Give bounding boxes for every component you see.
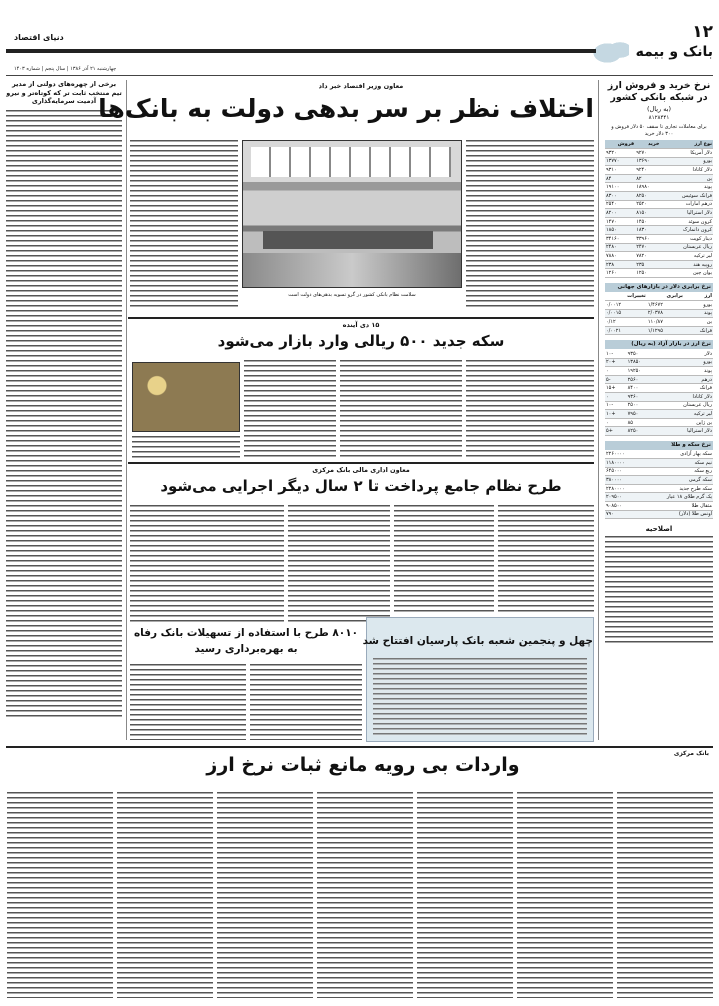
col-currency: نوع ارز xyxy=(660,140,713,149)
buy-sell-row xyxy=(605,235,713,244)
lead-body-left xyxy=(130,140,238,308)
free-market-row xyxy=(605,392,713,401)
coin-gold-row xyxy=(605,459,713,468)
payment-body-2 xyxy=(394,505,494,613)
coin-gold-cell: اونس طلا (دلار) xyxy=(638,510,713,519)
buy-sell-cell: ۸۲۵۰ xyxy=(635,192,660,201)
free-market-cell: -۱۰ xyxy=(605,401,627,410)
free-market-cell: ریال عربستان xyxy=(655,401,713,410)
buy-sell-cell: یوان چین xyxy=(660,269,713,278)
currency-sidebar xyxy=(605,80,713,740)
bottom-rule xyxy=(6,746,713,748)
world-map-graphic xyxy=(593,38,629,68)
free-market-cell: ۹۳۵۰ xyxy=(627,349,656,358)
buy-sell-cell: ۲۳۵ xyxy=(635,260,660,269)
coin-gold-row xyxy=(605,484,713,493)
parity-body xyxy=(605,301,713,335)
buy-sell-row xyxy=(605,149,713,158)
buy-sell-body xyxy=(605,149,713,278)
lead-headline: اختلاف نظر بر سر بدهی دولت به بانک‌ها xyxy=(98,94,594,123)
parity-col-change: تغییرات xyxy=(605,292,647,301)
buy-sell-cell: روپیه هند xyxy=(660,260,713,269)
free-market-cell: یورو xyxy=(655,358,713,367)
free-market-cell: ۲۵۰۰ xyxy=(627,401,656,410)
free-market-title: نرخ ارز در بازار آزاد (به ریال) xyxy=(605,340,713,349)
buy-sell-header xyxy=(605,140,713,149)
coin-gold-row xyxy=(605,493,713,502)
masthead xyxy=(0,0,719,76)
free-market-cell: ۱۹۲۵۰ xyxy=(627,367,656,376)
sidebar-title: نرخ خرید و فروش ارز در شبکه بانکی کشور xyxy=(607,80,711,103)
buy-sell-cell: لیر ترکیه xyxy=(660,252,713,261)
buy-sell-row xyxy=(605,252,713,261)
section-title: بانک و بیمه xyxy=(635,44,713,60)
free-market-cell: ۸۵ xyxy=(627,418,656,427)
buy-sell-cell: درهم امارات xyxy=(660,200,713,209)
coin-gold-cell: ۲۲۸۰۰۰۰ xyxy=(605,484,638,493)
buy-sell-cell: ۲۵۴۰ xyxy=(605,200,635,209)
free-market-cell: ۱۳۸۵۰ xyxy=(627,358,656,367)
coin-kicker: ۱۵ دی آینده xyxy=(342,321,380,329)
payment-body-1 xyxy=(498,505,594,613)
parity-row xyxy=(605,326,713,335)
coin-headline: سکه جدید ۵۰۰ ریالی وارد بازار می‌شود xyxy=(217,332,505,350)
coin-gold-cell: سکه بهار آزادی xyxy=(638,450,713,459)
lead-photo-caption: سلامت نظام بانکی کشور در گرو تسویه بدهی‌های دولت است xyxy=(288,292,416,298)
parity-cell: ۰/۱۲ xyxy=(605,318,647,327)
buy-sell-cell: ۹۳۱۰ xyxy=(605,166,635,175)
bottom-col-1 xyxy=(617,792,713,998)
buy-sell-cell: ۱۴۷۰ xyxy=(605,217,635,226)
masthead-rule xyxy=(6,49,596,53)
free-market-cell: ۰ xyxy=(605,418,627,427)
buy-sell-cell: ۲۵۲۰ xyxy=(635,200,660,209)
free-market-row xyxy=(605,358,713,367)
buy-sell-cell: ۹۳۲۰ xyxy=(605,149,635,158)
free-market-cell: +۲۰ xyxy=(605,358,627,367)
bottom-col-3 xyxy=(417,792,513,998)
free-market-cell: فرانک xyxy=(655,384,713,393)
refah-headline-2: به بهره‌برداری رسید xyxy=(194,643,298,655)
coin-gold-cell: ۳۸۰۰۰۰ xyxy=(605,476,638,485)
parity-cell: ین xyxy=(684,318,713,327)
buy-sell-row xyxy=(605,209,713,218)
parity-cell: ۰/۰۰۲۱ xyxy=(605,326,647,335)
free-market-cell: -۵ xyxy=(605,375,627,384)
bottom-col-6 xyxy=(117,792,213,998)
free-market-row xyxy=(605,367,713,376)
free-market-body xyxy=(605,349,713,435)
buy-sell-cell: ۱۲۶۰ xyxy=(605,269,635,278)
parsian-body xyxy=(373,658,587,736)
buy-sell-cell: دلار آمریکا xyxy=(660,149,713,158)
buy-sell-cell: ۲۳۸ xyxy=(605,260,635,269)
buy-sell-cell: ۸۱۵۰ xyxy=(635,209,660,218)
parity-cell: ۰/۰۰۱۵ xyxy=(605,309,647,318)
coin-photo-caption-text xyxy=(132,436,240,458)
buy-sell-row xyxy=(605,192,713,201)
payment-body-4 xyxy=(130,505,284,623)
buy-sell-cell: ۳۳۹۶۰ xyxy=(635,235,660,244)
buy-sell-cell: ین xyxy=(660,174,713,183)
sidebar-divider xyxy=(598,80,599,740)
free-market-cell: دلار کانادا xyxy=(655,392,713,401)
buy-sell-cell: ۳۴۱۶۰ xyxy=(605,235,635,244)
refah-headline-1: ۸۰۱۰ طرح با استفاده از تسهیلات بانک رفاه xyxy=(133,627,359,639)
lead-kicker: معاون وزیر اقتصاد خبر داد xyxy=(318,82,404,90)
parity-table xyxy=(605,292,713,335)
left-column-body xyxy=(6,110,122,720)
coin-gold-cell: ۱۱۸۰۰۰۰ xyxy=(605,459,638,468)
free-market-cell: +۱۵ xyxy=(605,384,627,393)
left-column-headline: برخی از چهره‌های دولتی از مدیر تیم منتخب ثابت تر که کوتاه‌تر و نیرو آدمیت سرمایه‌گذاری xyxy=(6,80,122,105)
buy-sell-cell: ۹۲۷۰ xyxy=(635,149,660,158)
masthead-thin-rule xyxy=(6,75,713,76)
correction-body xyxy=(605,536,713,646)
coin-gold-cell: مثقال طلا xyxy=(638,501,713,510)
paper-name: دنیای اقتصاد xyxy=(14,33,64,42)
buy-sell-cell: کرون دانمارک xyxy=(660,226,713,235)
coin-gold-cell: ۶۴۵۰۰۰ xyxy=(605,467,638,476)
bottom-sub: بانک مرکزی xyxy=(673,750,709,757)
free-market-cell: ۹۳۶۰ xyxy=(627,392,656,401)
coin-gold-cell: ۲۰۹۵۰۰ xyxy=(605,493,638,502)
free-market-table xyxy=(605,349,713,435)
free-market-row xyxy=(605,375,713,384)
page-number: ۱۲ xyxy=(692,22,713,42)
parity-col-currency: ارز xyxy=(684,292,713,301)
buy-sell-cell: کرون سوئد xyxy=(660,217,713,226)
coin-gold-cell: ربع سکه xyxy=(638,467,713,476)
buy-sell-row xyxy=(605,174,713,183)
buy-sell-cell: ۲۴۷۰ xyxy=(635,243,660,252)
free-market-cell: ۲۵۶۰ xyxy=(627,375,656,384)
buy-sell-cell: ۲۴۸۰ xyxy=(605,243,635,252)
buy-sell-cell: یورو xyxy=(660,157,713,166)
free-market-cell: دلار xyxy=(655,349,713,358)
lead-rule xyxy=(128,317,594,319)
free-market-cell: ۸۴۰۰ xyxy=(627,384,656,393)
free-market-cell: لیر ترکیه xyxy=(655,410,713,419)
free-market-cell: +۵ xyxy=(605,427,627,436)
free-market-cell: دلار استرالیا xyxy=(655,427,713,436)
coin-rule xyxy=(128,462,594,464)
parity-cell: ۱/۴۶۷۲ xyxy=(647,301,684,310)
photo-counter xyxy=(263,231,433,249)
coin-body-3 xyxy=(244,360,336,458)
col-sell: فروش xyxy=(605,140,635,149)
free-market-row xyxy=(605,427,713,436)
free-market-row xyxy=(605,418,713,427)
parity-row xyxy=(605,318,713,327)
refah-body-2 xyxy=(130,664,246,740)
buy-sell-row xyxy=(605,269,713,278)
sidebar-note: برای معاملات تجاری تا سقف ۵۰ دلار فروش و ۳۰۰ دلار خرید xyxy=(611,124,707,137)
coin-gold-title: نرخ سکه و طلا xyxy=(605,441,713,450)
parity-cell: ۱۱۰/۸۷ xyxy=(647,318,684,327)
coin-gold-row xyxy=(605,450,713,459)
sidebar-subtitle: (به ریال) xyxy=(646,105,672,113)
buy-sell-row xyxy=(605,226,713,235)
coin-gold-row xyxy=(605,467,713,476)
coin-photo xyxy=(132,362,240,432)
parity-cell: یورو xyxy=(684,301,713,310)
free-market-cell: درهم xyxy=(655,375,713,384)
free-market-cell: ۰ xyxy=(605,367,627,376)
bottom-col-5 xyxy=(217,792,313,998)
buy-sell-row xyxy=(605,217,713,226)
bottom-col-4 xyxy=(317,792,413,998)
lead-photo xyxy=(242,140,462,288)
buy-sell-cell: ۱۸۳۰ xyxy=(635,226,660,235)
buy-sell-row xyxy=(605,243,713,252)
buy-sell-row xyxy=(605,200,713,209)
parity-row xyxy=(605,309,713,318)
buy-sell-cell: دینار کویت xyxy=(660,235,713,244)
free-market-cell: پوند xyxy=(655,367,713,376)
parsian-headline: چهل و پنجمین شعبه بانک پارسیان افتتاح شد xyxy=(362,635,593,647)
buy-sell-cell: پوند xyxy=(660,183,713,192)
photo-window-grid xyxy=(251,147,451,177)
free-market-row xyxy=(605,384,713,393)
free-market-row xyxy=(605,401,713,410)
coin-gold-cell: یک گرم طلای ۱۸ عیار xyxy=(638,493,713,502)
parity-cell: ۰/۰۰۱۲ xyxy=(605,301,647,310)
sidebar-code: ۸۱۲۸۴۴۱ xyxy=(648,115,670,121)
coin-gold-cell: ۷۹۰ xyxy=(605,510,638,519)
buy-sell-cell: ۷۸۸۰ xyxy=(605,252,635,261)
free-market-cell: +۱۰ xyxy=(605,410,627,419)
col-buy: خرید xyxy=(635,140,660,149)
free-market-row xyxy=(605,410,713,419)
issue-line: چهارشنبه ۲۱ آذر ۱۳۸۶ | سال پنجم | شماره ۱۴۰۳ xyxy=(14,66,117,72)
buy-sell-cell: فرانک سوئیس xyxy=(660,192,713,201)
buy-sell-cell: دلار کانادا xyxy=(660,166,713,175)
coin-gold-row xyxy=(605,510,713,519)
free-market-cell: ۷۹۵۰ xyxy=(627,410,656,419)
coin-gold-row xyxy=(605,501,713,510)
coin-gold-cell: ۲۲۶۰۰۰۰ xyxy=(605,450,638,459)
refah-body-1 xyxy=(250,664,362,740)
parity-cell: ۲/۰۳۷۸ xyxy=(647,309,684,318)
coin-gold-row xyxy=(605,476,713,485)
buy-sell-cell: دلار استرالیا xyxy=(660,209,713,218)
free-market-cell: -۱۰ xyxy=(605,349,627,358)
free-market-cell: ۸۲۵۰ xyxy=(627,427,656,436)
buy-sell-cell: ۱۳۶۹۰ xyxy=(635,157,660,166)
coin-gold-cell: سکه طرح جدید xyxy=(638,484,713,493)
bottom-headline: واردات بی رویه مانع ثبات نرخ ارز xyxy=(206,754,520,776)
buy-sell-cell: ۹۲۴۰ xyxy=(635,166,660,175)
buy-sell-cell: ۸۲۰۰ xyxy=(605,209,635,218)
left-column-divider xyxy=(126,80,127,740)
free-market-cell: ین ژاپن xyxy=(655,418,713,427)
buy-sell-row xyxy=(605,166,713,175)
photo-floor xyxy=(243,253,461,287)
buy-sell-cell: ۸۲ xyxy=(635,174,660,183)
buy-sell-table xyxy=(605,140,713,278)
bottom-columns xyxy=(6,792,713,1000)
buy-sell-cell: ۸۳۰۰ xyxy=(605,192,635,201)
coins-stack xyxy=(137,367,237,429)
buy-sell-row xyxy=(605,157,713,166)
buy-sell-cell: ۱۸۹۸۰ xyxy=(635,183,660,192)
parity-col-rate: برابری xyxy=(647,292,684,301)
coin-gold-cell: نیم سکه xyxy=(638,459,713,468)
parity-header xyxy=(605,292,713,301)
coin-gold-cell: سکه گرمی xyxy=(638,476,713,485)
coin-gold-table xyxy=(605,450,713,519)
parity-cell: فرانک xyxy=(684,326,713,335)
buy-sell-row xyxy=(605,260,713,269)
coin-body-2 xyxy=(340,360,462,458)
parity-cell: ۱/۱۲۹۵ xyxy=(647,326,684,335)
parity-title: نرخ برابری دلار در بازارهای جهانی xyxy=(605,283,713,292)
payment-kicker: معاون اداری مالی بانک مرکزی xyxy=(312,466,410,474)
coin-gold-body xyxy=(605,450,713,519)
free-market-row xyxy=(605,349,713,358)
buy-sell-cell: ۱۹۱۰۰ xyxy=(605,183,635,192)
coin-body-1 xyxy=(466,360,594,458)
buy-sell-cell: ریال عربستان xyxy=(660,243,713,252)
parity-cell: پوند xyxy=(684,309,713,318)
buy-sell-cell: ۱۳۷۷۰ xyxy=(605,157,635,166)
payment-body-3 xyxy=(288,505,390,623)
buy-sell-cell: ۱۸۵۰ xyxy=(605,226,635,235)
free-market-cell: ۰ xyxy=(605,392,627,401)
buy-sell-cell: ۸۴ xyxy=(605,174,635,183)
payment-headline: طرح نظام جامع پرداخت تا ۲ سال دیگر اجرایی می‌شود xyxy=(160,477,562,495)
buy-sell-cell: ۷۸۲۰ xyxy=(635,252,660,261)
correction-title: اصلاحیه xyxy=(645,525,673,534)
parsian-box xyxy=(362,617,594,742)
lead-body-right xyxy=(466,140,594,308)
coin-gold-cell: ۹۰۸۵۰۰ xyxy=(605,501,638,510)
parity-row xyxy=(605,301,713,310)
buy-sell-cell: ۱۲۵۰ xyxy=(635,269,660,278)
bottom-col-7 xyxy=(7,792,113,998)
bottom-col-2 xyxy=(517,792,613,998)
buy-sell-row xyxy=(605,183,713,192)
left-column xyxy=(6,80,122,740)
buy-sell-cell: ۱۴۵۰ xyxy=(635,217,660,226)
